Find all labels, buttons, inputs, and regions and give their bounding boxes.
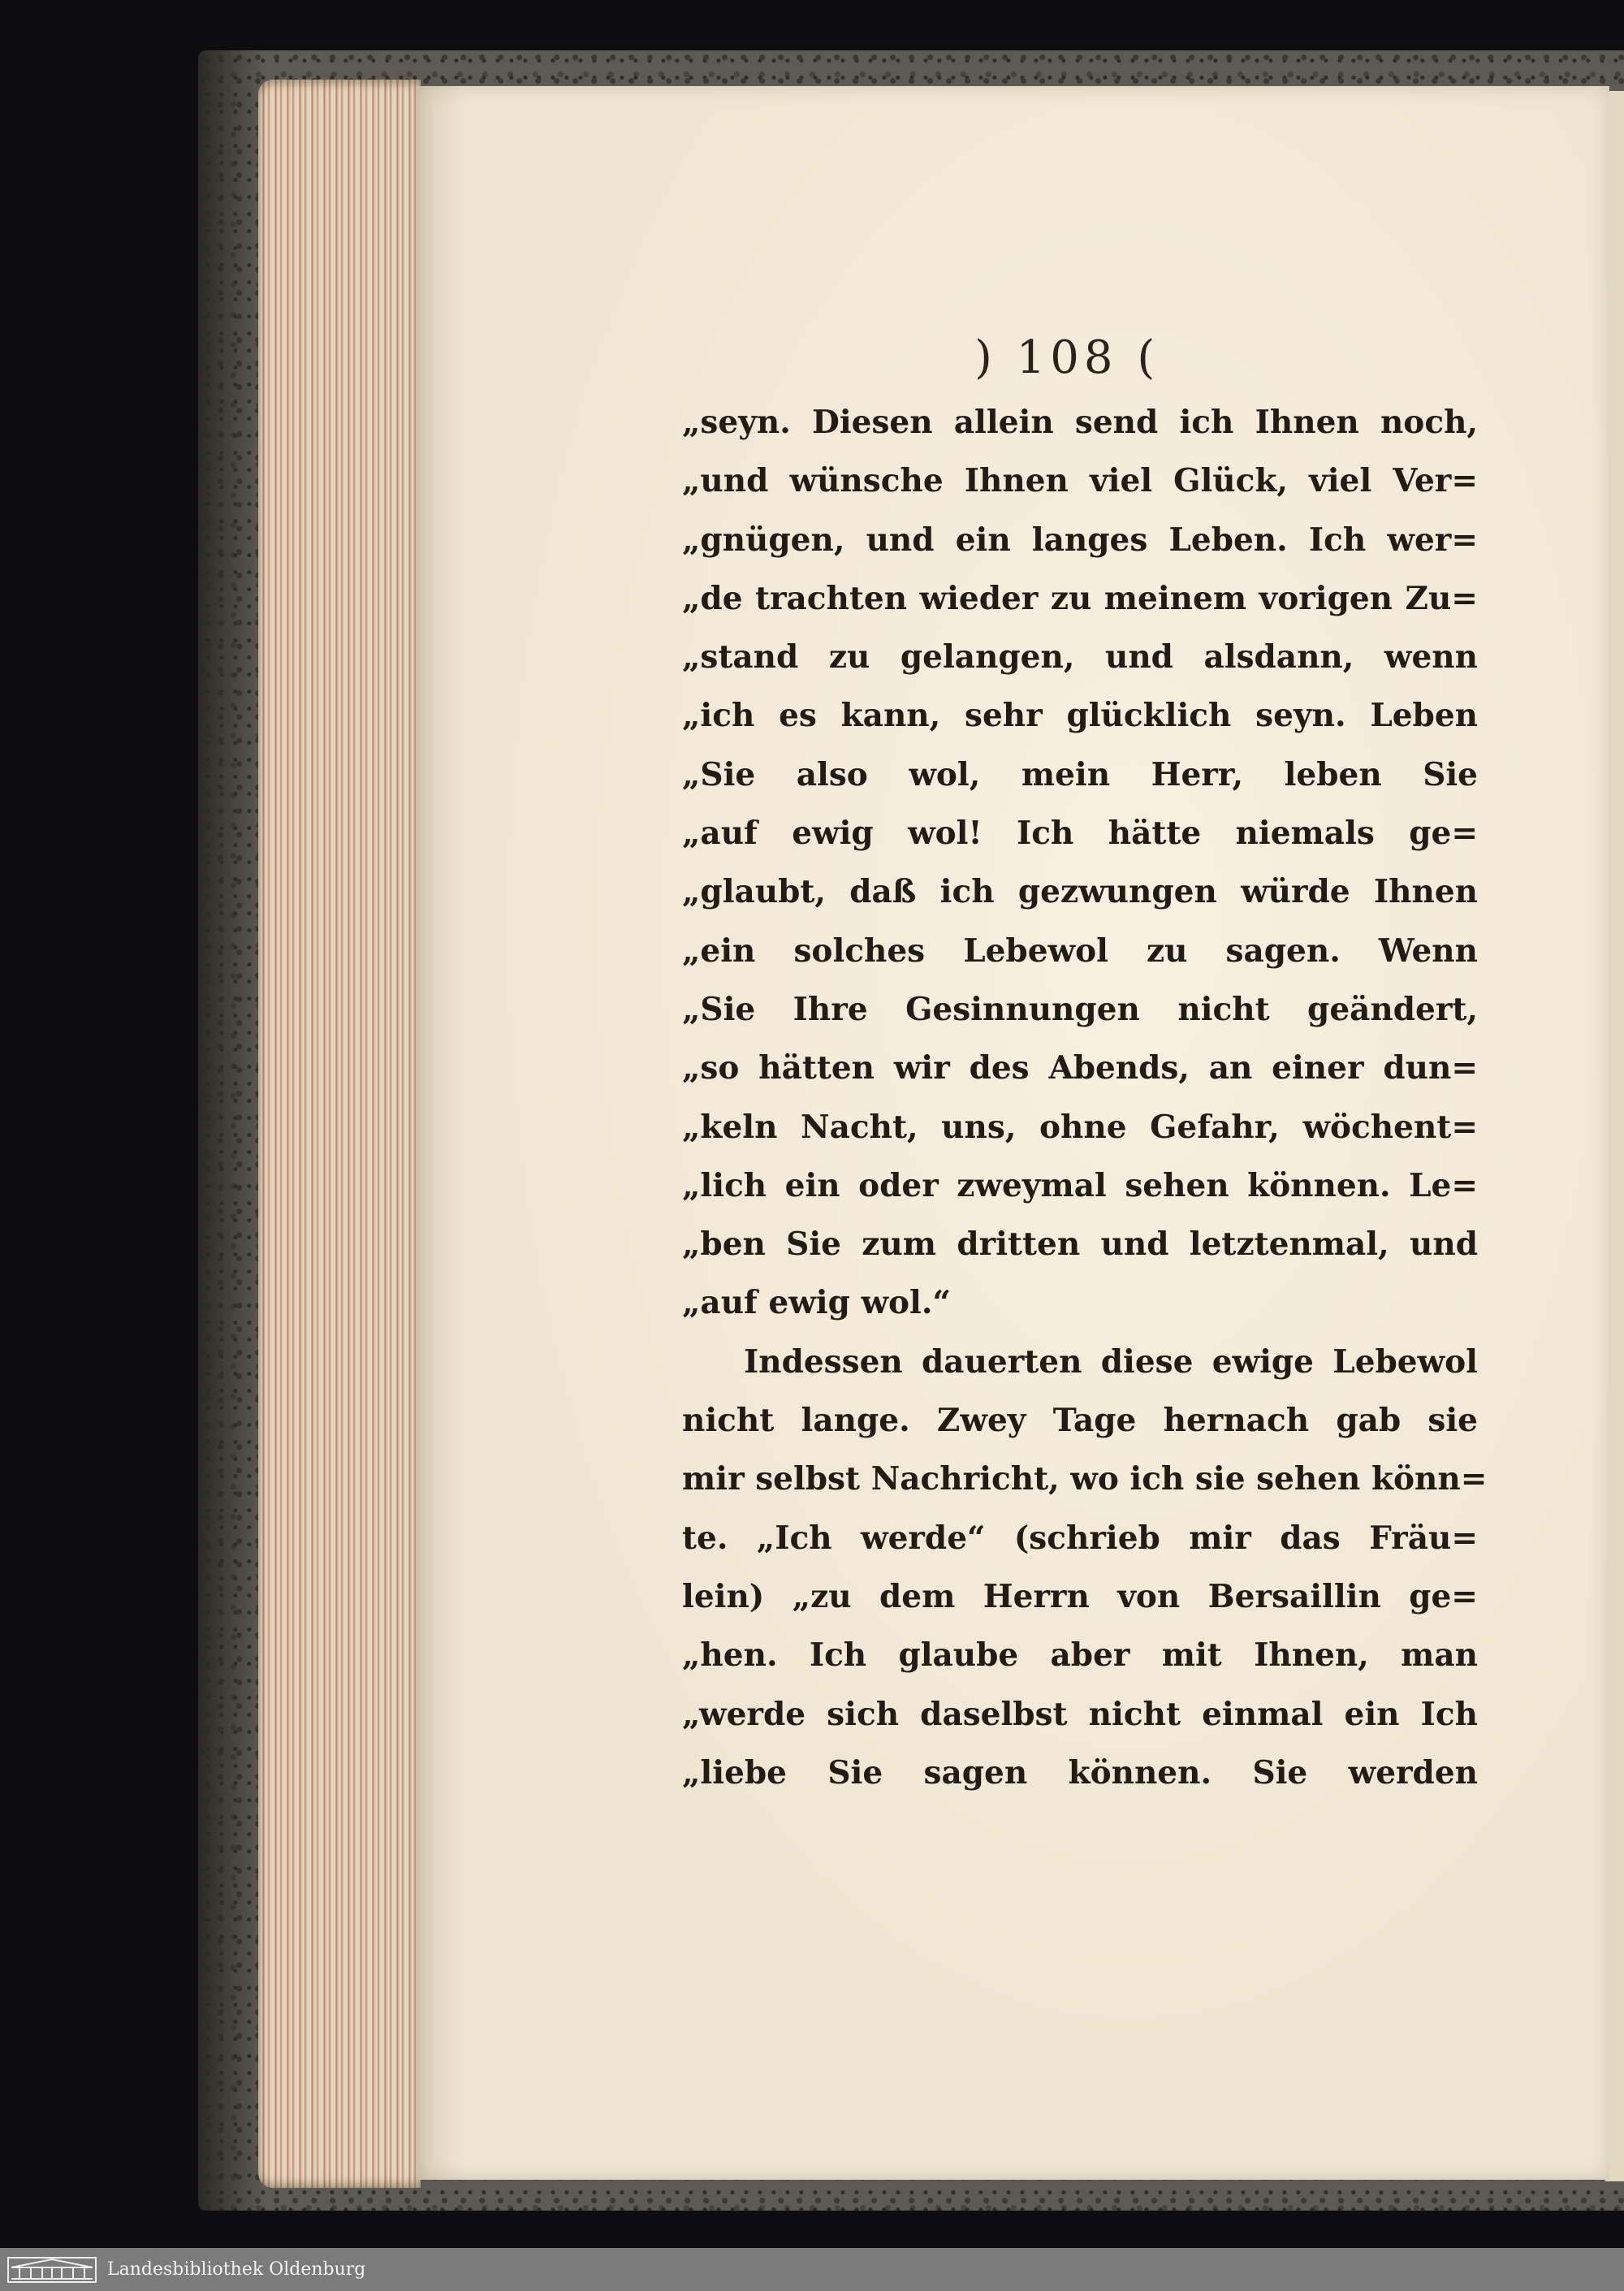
text-line: „ben Sie zum dritten und letztenmal, und xyxy=(682,1225,1478,1264)
text-line: „seyn. Diesen allein send ich Ihnen noch, xyxy=(682,404,1478,441)
page-text xyxy=(682,393,1488,1802)
text-line: „Sie also wol, mein Herr, leben Sie xyxy=(682,755,1478,793)
text-line: „Sie Ihre Gesinnungen nicht geändert, xyxy=(682,990,1478,1028)
text-line: „ich es kann, sehr glücklich seyn. Leben xyxy=(682,697,1478,735)
page-edges xyxy=(258,80,421,2188)
paragraph-first-line: Indessen dauerten diese ewige Lebewol xyxy=(744,1342,1478,1381)
text-line: lein) „zu dem Herrn von Bersaillin ge= xyxy=(682,1577,1478,1615)
text-line: „lich ein oder zweymal sehen können. Le= xyxy=(682,1166,1478,1204)
text-line: mir selbst Nachricht, wo ich sie sehen könn= xyxy=(682,1460,1488,1498)
text-line: „gnügen, und ein langes Leben. Ich wer= xyxy=(682,521,1478,559)
text-line: te. „Ich werde“ (schrieb mir das Fräu= xyxy=(682,1519,1478,1557)
cover-shadow xyxy=(198,50,263,2211)
library-building-icon xyxy=(6,2256,97,2284)
text-line: „auf ewig wol.“ xyxy=(682,1284,951,1322)
page-number: ) 108 ( xyxy=(974,331,1160,384)
footer-bar xyxy=(0,2248,1624,2291)
text-line: „auf ewig wol! Ich hätte niemals ge= xyxy=(682,815,1478,853)
library-name: Landesbibliothek Oldenburg xyxy=(107,2259,366,2280)
text-line: „glaubt, daß ich gezwungen würde Ihnen xyxy=(682,873,1478,911)
text-line: „liebe Sie sagen können. Sie werden xyxy=(682,1753,1478,1792)
text-line: „keln Nacht, uns, ohne Gefahr, wöchent= xyxy=(682,1108,1478,1146)
text-line: „so hätten wir des Abends, an einer dun= xyxy=(682,1049,1478,1087)
text-line: nicht lange. Zwey Tage hernach gab sie xyxy=(682,1402,1478,1440)
text-line: „stand zu gelangen, und alsdann, wenn xyxy=(682,638,1478,676)
text-line: „werde sich daselbst nicht einmal ein Ich xyxy=(682,1695,1478,1733)
text-line: „ein solches Lebewol zu sagen. Wenn xyxy=(682,932,1478,970)
text-line: „de trachten wieder zu meinem vorigen Zu= xyxy=(682,579,1478,617)
text-line: „hen. Ich glaube aber mit Ihnen, man xyxy=(682,1636,1478,1675)
text-line: „und wünsche Ihnen viel Glück, viel Ver= xyxy=(682,462,1478,500)
